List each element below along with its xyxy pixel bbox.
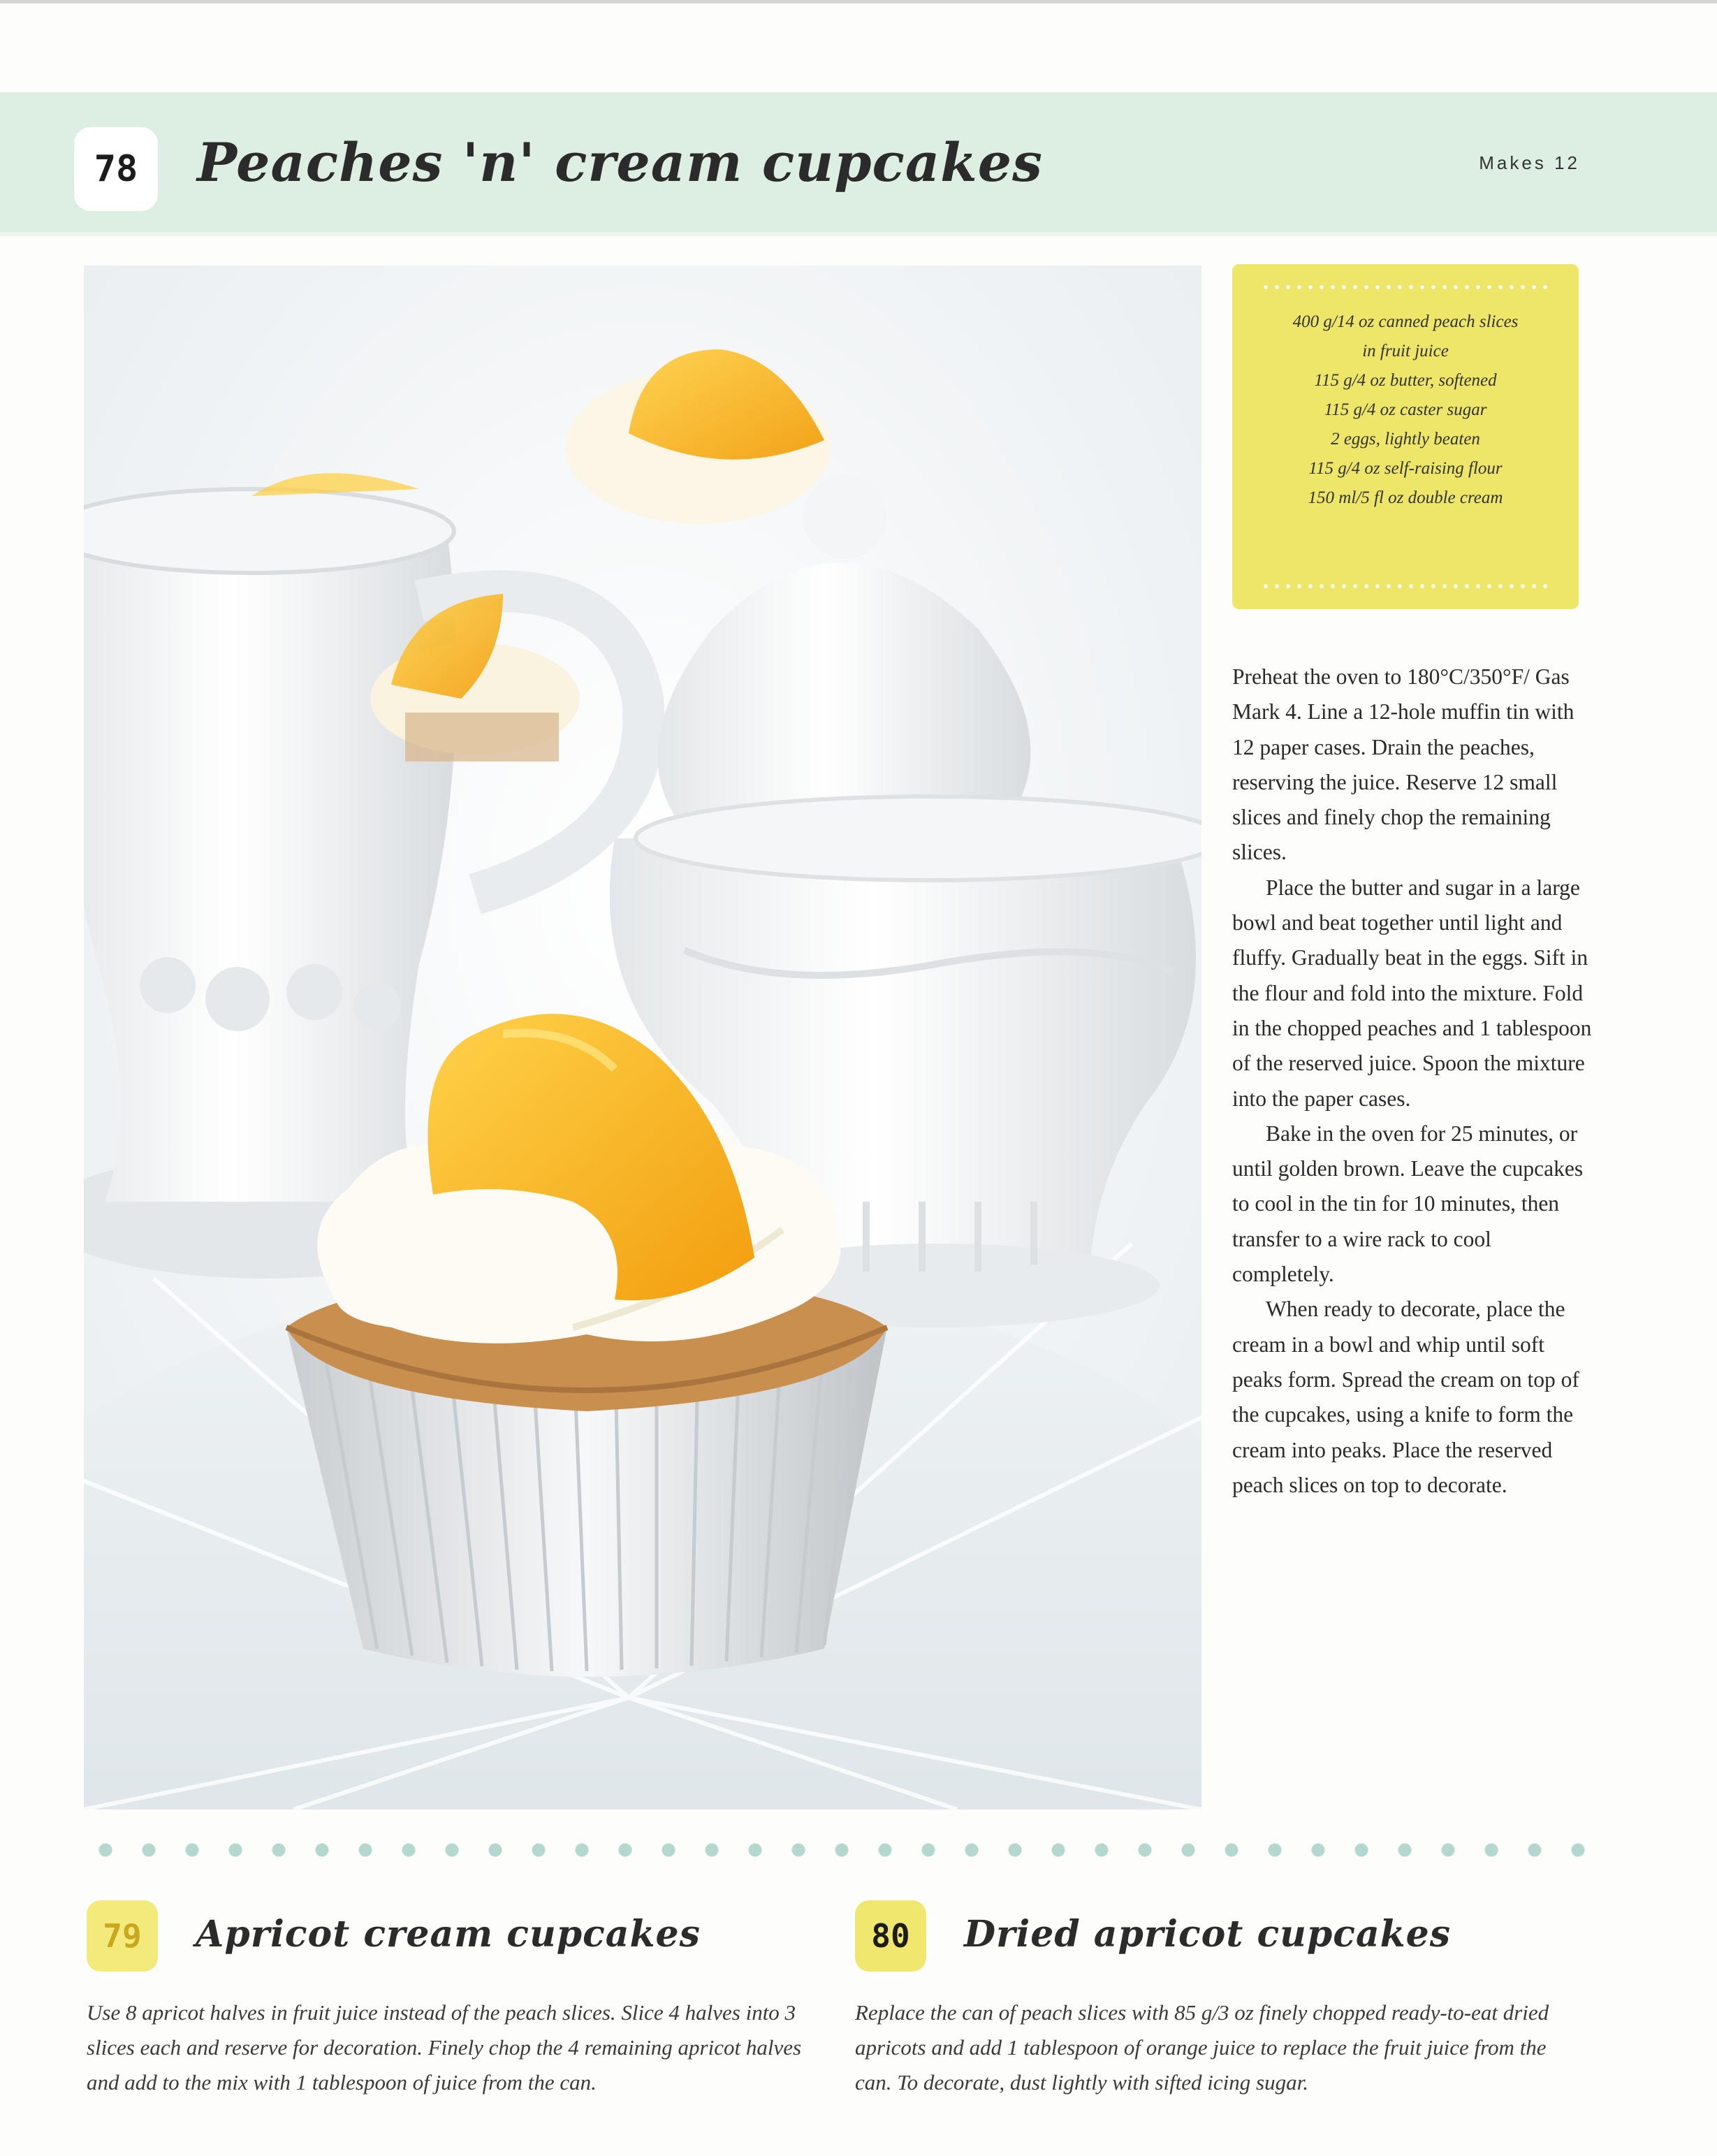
cupcake-photo <box>84 265 1201 1809</box>
card-dot-border-bottom <box>1260 584 1551 588</box>
ingredient-item: 150 ml/5 fl oz double cream <box>1308 488 1503 507</box>
method-paragraph: Place the butter and sugar in a large bowl and beat together until light and fluffy. Gradually beat in the eggs. Sift in the flour and fold into the mixture. Fold in the chopped peaches and 1 tablespoon of the reserved juice. Spoon the mixture into the paper cases. <box>1232 875 1592 1111</box>
ingredient-item: 400 g/14 oz canned peach slices <box>1292 312 1519 331</box>
ingredient-item: 2 eggs, lightly beaten <box>1331 430 1480 449</box>
makes-label: Makes 12 <box>1479 152 1580 173</box>
variation-number-badge: 80 <box>855 1900 926 1972</box>
ingredient-item: 115 g/4 oz caster sugar <box>1324 400 1487 419</box>
dotted-divider <box>84 1842 1593 1858</box>
variation-number-badge: 79 <box>87 1900 158 1972</box>
method-paragraph: Preheat the oven to 180°C/350°F/ Gas Mark 4. Line a 12-hole muffin tin with 12 paper cases. Drain the peaches, reserving the juice. Reserve 12 small slices and finely chop the remaining slices. <box>1232 664 1574 865</box>
ingredients-card <box>1232 264 1579 609</box>
ingredients-list <box>1232 307 1579 513</box>
method-paragraph: Bake in the oven for 25 minutes, or until golden brown. Leave the cupcakes to cool in the tin for 10 minutes, then transfer to a wire rack to cool completely. <box>1232 1121 1584 1287</box>
method-paragraph: When ready to decorate, place the cream in a bowl and whip until soft peaks form. Spread the cream on top of the cupcakes, using a knife to form the cream into peaks. Place the reserved peach slices on top to decorate. <box>1232 1297 1579 1497</box>
variation-text: Use 8 apricot halves in fruit juice instead of the peach slices. Slice 4 halves into 3 slices each and reserve for decoration. Finely chop the 4 remaining apricot halves and add to the mix with 1 tablespoon of juice from the can. <box>87 2000 802 2095</box>
variation-text: Replace the can of peach slices with 85 g/3 oz finely chopped ready-to-eat dried apricots and add 1 tablespoon of orange juice to replace the fruit juice from the can. To decorate, dust lightly with sifted icing sugar. <box>855 2000 1549 2095</box>
ingredient-item: 115 g/4 oz butter, softened <box>1314 371 1497 390</box>
method-text <box>1232 660 1595 1503</box>
ingredient-item: in fruit juice <box>1362 342 1449 360</box>
recipe-title: Peaches 'n' cream cupcakes <box>197 131 1043 194</box>
variation-title: Apricot cream cupcakes <box>196 1913 701 1955</box>
card-dot-border-top <box>1260 285 1551 289</box>
top-edge-rule <box>0 0 1717 3</box>
variation-title: Dried apricot cupcakes <box>964 1913 1452 1955</box>
recipe-number-badge: 78 <box>77 130 155 208</box>
ingredient-item: 115 g/4 oz self-raising flour <box>1308 459 1503 478</box>
